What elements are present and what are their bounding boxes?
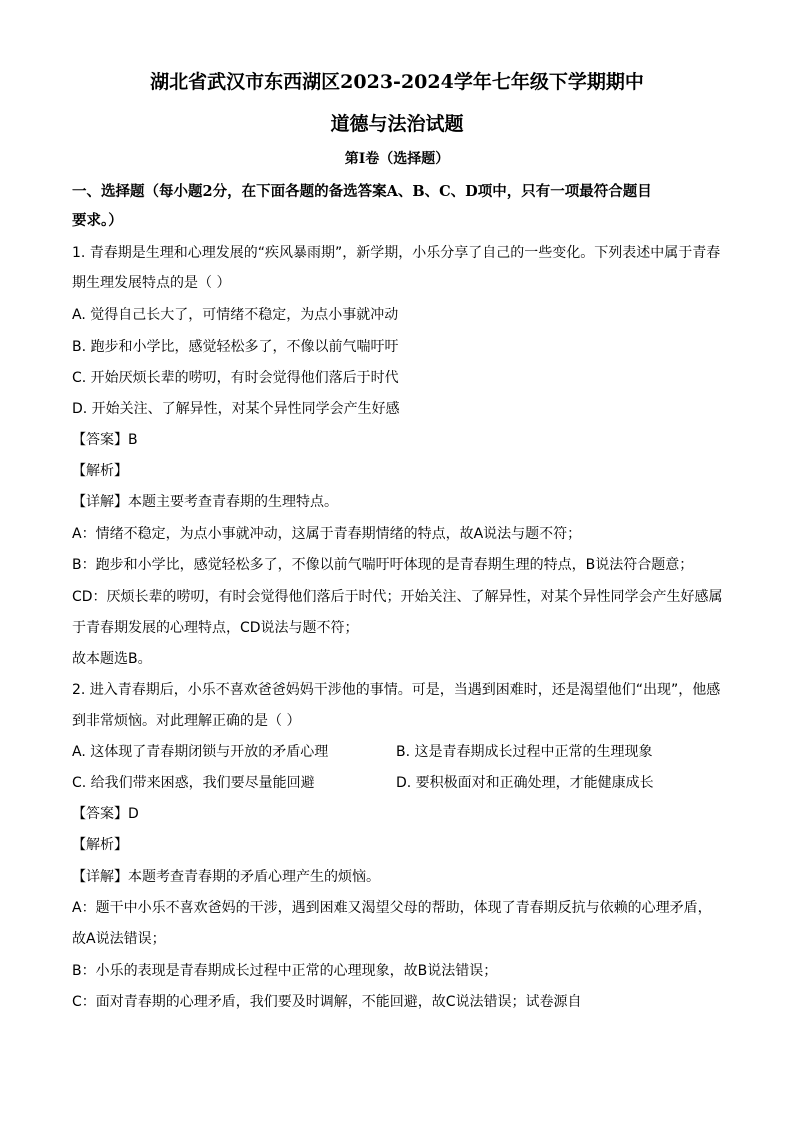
q2-detail: 【详解】本题考查青春期的矛盾心理产生的烦恼。: [72, 869, 380, 885]
q1-option-b: B. 跑步和小学比，感觉轻松多了，不像以前气喘吁吁: [72, 339, 399, 355]
section-heading: 一、选择题（每小题2分，在下面各题的备选答案A、B、C、D项中，只有一项最符合题目: [72, 183, 652, 200]
q1-explain-cd: CD：厌烦长辈的唠叨，有时会觉得他们落后于时代；开始关注、了解异性，对某个异性同学会产生好感属: [72, 589, 723, 605]
q1-analysis-label: 【解析】: [72, 463, 128, 479]
q2-options-row-2: [72, 773, 732, 793]
q1-option-c: C. 开始厌烦长辈的唠叨，有时会觉得他们落后于时代: [72, 370, 399, 386]
q1-answer: 【答案】B: [72, 432, 138, 448]
q2-options-row-1: [72, 742, 732, 762]
q2-answer: 【答案】D: [72, 806, 139, 822]
q2-option-c: C. 给我们带来困惑，我们要尽量能回避: [72, 775, 315, 791]
q1-stem-cont: 期生理发展特点的是（ ）: [72, 275, 231, 291]
q2-option-a: A. 这体现了青春期闭锁与开放的矛盾心理: [72, 744, 329, 760]
exam-subject: 道德与法治试题: [330, 113, 464, 135]
q2-option-d: D. 要积极面对和正确处理，才能健康成长: [396, 775, 654, 791]
q1-stem: 1. 青春期是生理和心理发展的“疾风暴雨期”，新学期，小乐分享了自己的一些变化。下列表述中属于青春: [72, 245, 721, 261]
q1-option-d: D. 开始关注、了解异性，对某个异性同学会产生好感: [72, 401, 400, 417]
q1-option-a: A. 觉得自己长大了，可情绪不稳定，为点小事就冲动: [72, 307, 399, 323]
volume-label: 第I卷（选择题）: [344, 151, 450, 167]
q1-detail: 【详解】本题主要考查青春期的生理特点。: [72, 494, 338, 510]
q1-conclusion: 故本题选B。: [72, 651, 152, 667]
q2-explain-a-cont: 故A说法错误；: [72, 931, 166, 947]
q2-stem: 2. 进入青春期后，小乐不喜欢爸爸妈妈干涉他的事情。可是，当遇到困难时，还是渴望他们“出现”，他感: [72, 682, 721, 698]
q1-explain-cd-cont: 于青春期发展的心理特点，CD说法与题不符；: [72, 620, 359, 636]
q2-explain-b: B：小乐的表现是青春期成长过程中正常的心理现象，故B说法错误；: [72, 963, 498, 979]
q2-option-b: B. 这是青春期成长过程中正常的生理现象: [396, 744, 653, 760]
q2-analysis-label: 【解析】: [72, 837, 128, 853]
exam-title: 湖北省武汉市东西湖区2023-2024学年七年级下学期期中: [150, 71, 644, 93]
section-heading-cont: 要求。）: [72, 212, 123, 229]
q2-explain-a: A：题干中小乐不喜欢爸妈的干涉，遇到困难又渴望父母的帮助，体现了青春期反抗与依赖的心理矛盾，: [72, 900, 712, 916]
q2-stem-cont: 到非常烦恼。对此理解正确的是（ ）: [72, 713, 301, 729]
q1-explain-b: B：跑步和小学比，感觉轻松多了，不像以前气喘吁吁体现的是青春期生理的特点，B说法符合题意；: [72, 557, 694, 573]
q1-explain-a: A：情绪不稳定，为点小事就冲动，这属于青春期情绪的特点，故A说法与题不符；: [72, 526, 582, 542]
q2-explain-c: C：面对青春期的心理矛盾，我们要及时调解，不能回避，故C说法错误；试卷源自: [72, 994, 582, 1010]
